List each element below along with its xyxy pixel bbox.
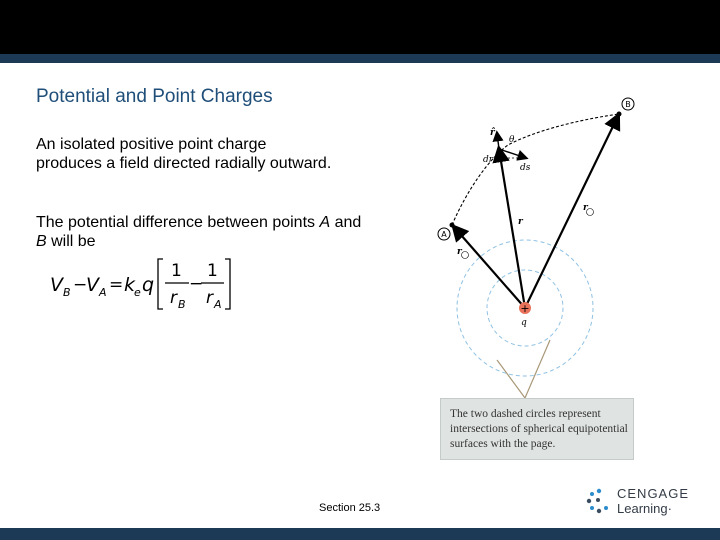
point-a-text: A — [441, 230, 447, 239]
point-b-label: B — [36, 233, 47, 250]
dr-label: dr — [483, 155, 494, 165]
theta-label: θ — [509, 135, 515, 145]
eq-r-b: r — [170, 288, 177, 308]
callout-line-inner — [525, 340, 550, 398]
point-a-label: A — [319, 214, 331, 231]
caption-text: The two dashed circles represent intersections of spherical equipotential surfaces with the page. — [450, 408, 628, 450]
right-bracket — [225, 259, 230, 309]
eq-r-sub-b: B — [178, 298, 186, 311]
section-footer: Section 25.3 — [319, 502, 381, 514]
paragraph-text: The potential difference between points — [36, 214, 320, 231]
potential-difference-equation — [46, 254, 246, 314]
point-a-dot — [450, 223, 455, 228]
callout-line-outer — [497, 360, 525, 398]
eq-minus-2: − — [189, 274, 204, 294]
path-a-to-b — [452, 114, 619, 225]
r-a-vector-label: r — [457, 247, 462, 257]
slide-title: Potential and Point Charges — [36, 86, 273, 107]
r-hat-label: r̂ — [490, 128, 495, 138]
eq-r-sub-a: A — [214, 298, 222, 311]
header-bar — [0, 0, 720, 54]
paragraph-potential-difference — [36, 213, 366, 251]
eq-v-a: V — [86, 274, 99, 296]
unit-vector-r-hat — [497, 133, 499, 149]
eq-v-b: V — [50, 274, 63, 296]
positive-sign: + — [520, 302, 530, 315]
eq-sub-b: B — [63, 286, 71, 299]
point-b-text: B — [625, 100, 631, 109]
paragraph-text: will be — [46, 233, 96, 250]
logo-text-learning: Learning· — [617, 501, 672, 516]
eq-minus: − — [73, 275, 88, 295]
eq-sub-e: e — [134, 286, 141, 299]
eq-equals: = — [109, 275, 124, 295]
r-vector-label: r — [518, 217, 523, 227]
paragraph-field-description: An isolated positive point charge produces a field directed radially outward. — [36, 136, 332, 172]
cengage-dots-icon — [586, 488, 612, 514]
vector-r-b — [525, 116, 618, 308]
vector-ds — [499, 149, 526, 158]
footer-bar — [0, 528, 720, 540]
eq-numerator-2: 1 — [207, 261, 218, 281]
header-stripe — [0, 54, 720, 63]
r-b-vector-label: r — [583, 203, 588, 213]
r-a-subscript-marker — [462, 252, 469, 259]
logo-text-cengage: CENGAGE — [617, 486, 690, 501]
ds-label: ds — [520, 163, 531, 173]
charge-q-label: q — [521, 318, 527, 328]
caption-box — [440, 398, 634, 460]
eq-numerator-1: 1 — [171, 261, 182, 281]
left-bracket — [158, 259, 163, 309]
eq-k: k — [124, 274, 136, 296]
cengage-logo — [586, 484, 690, 518]
eq-q: q — [142, 274, 155, 296]
eq-r-a: r — [206, 288, 213, 308]
paragraph-text: and — [330, 214, 362, 231]
eq-sub-a: A — [99, 286, 107, 299]
